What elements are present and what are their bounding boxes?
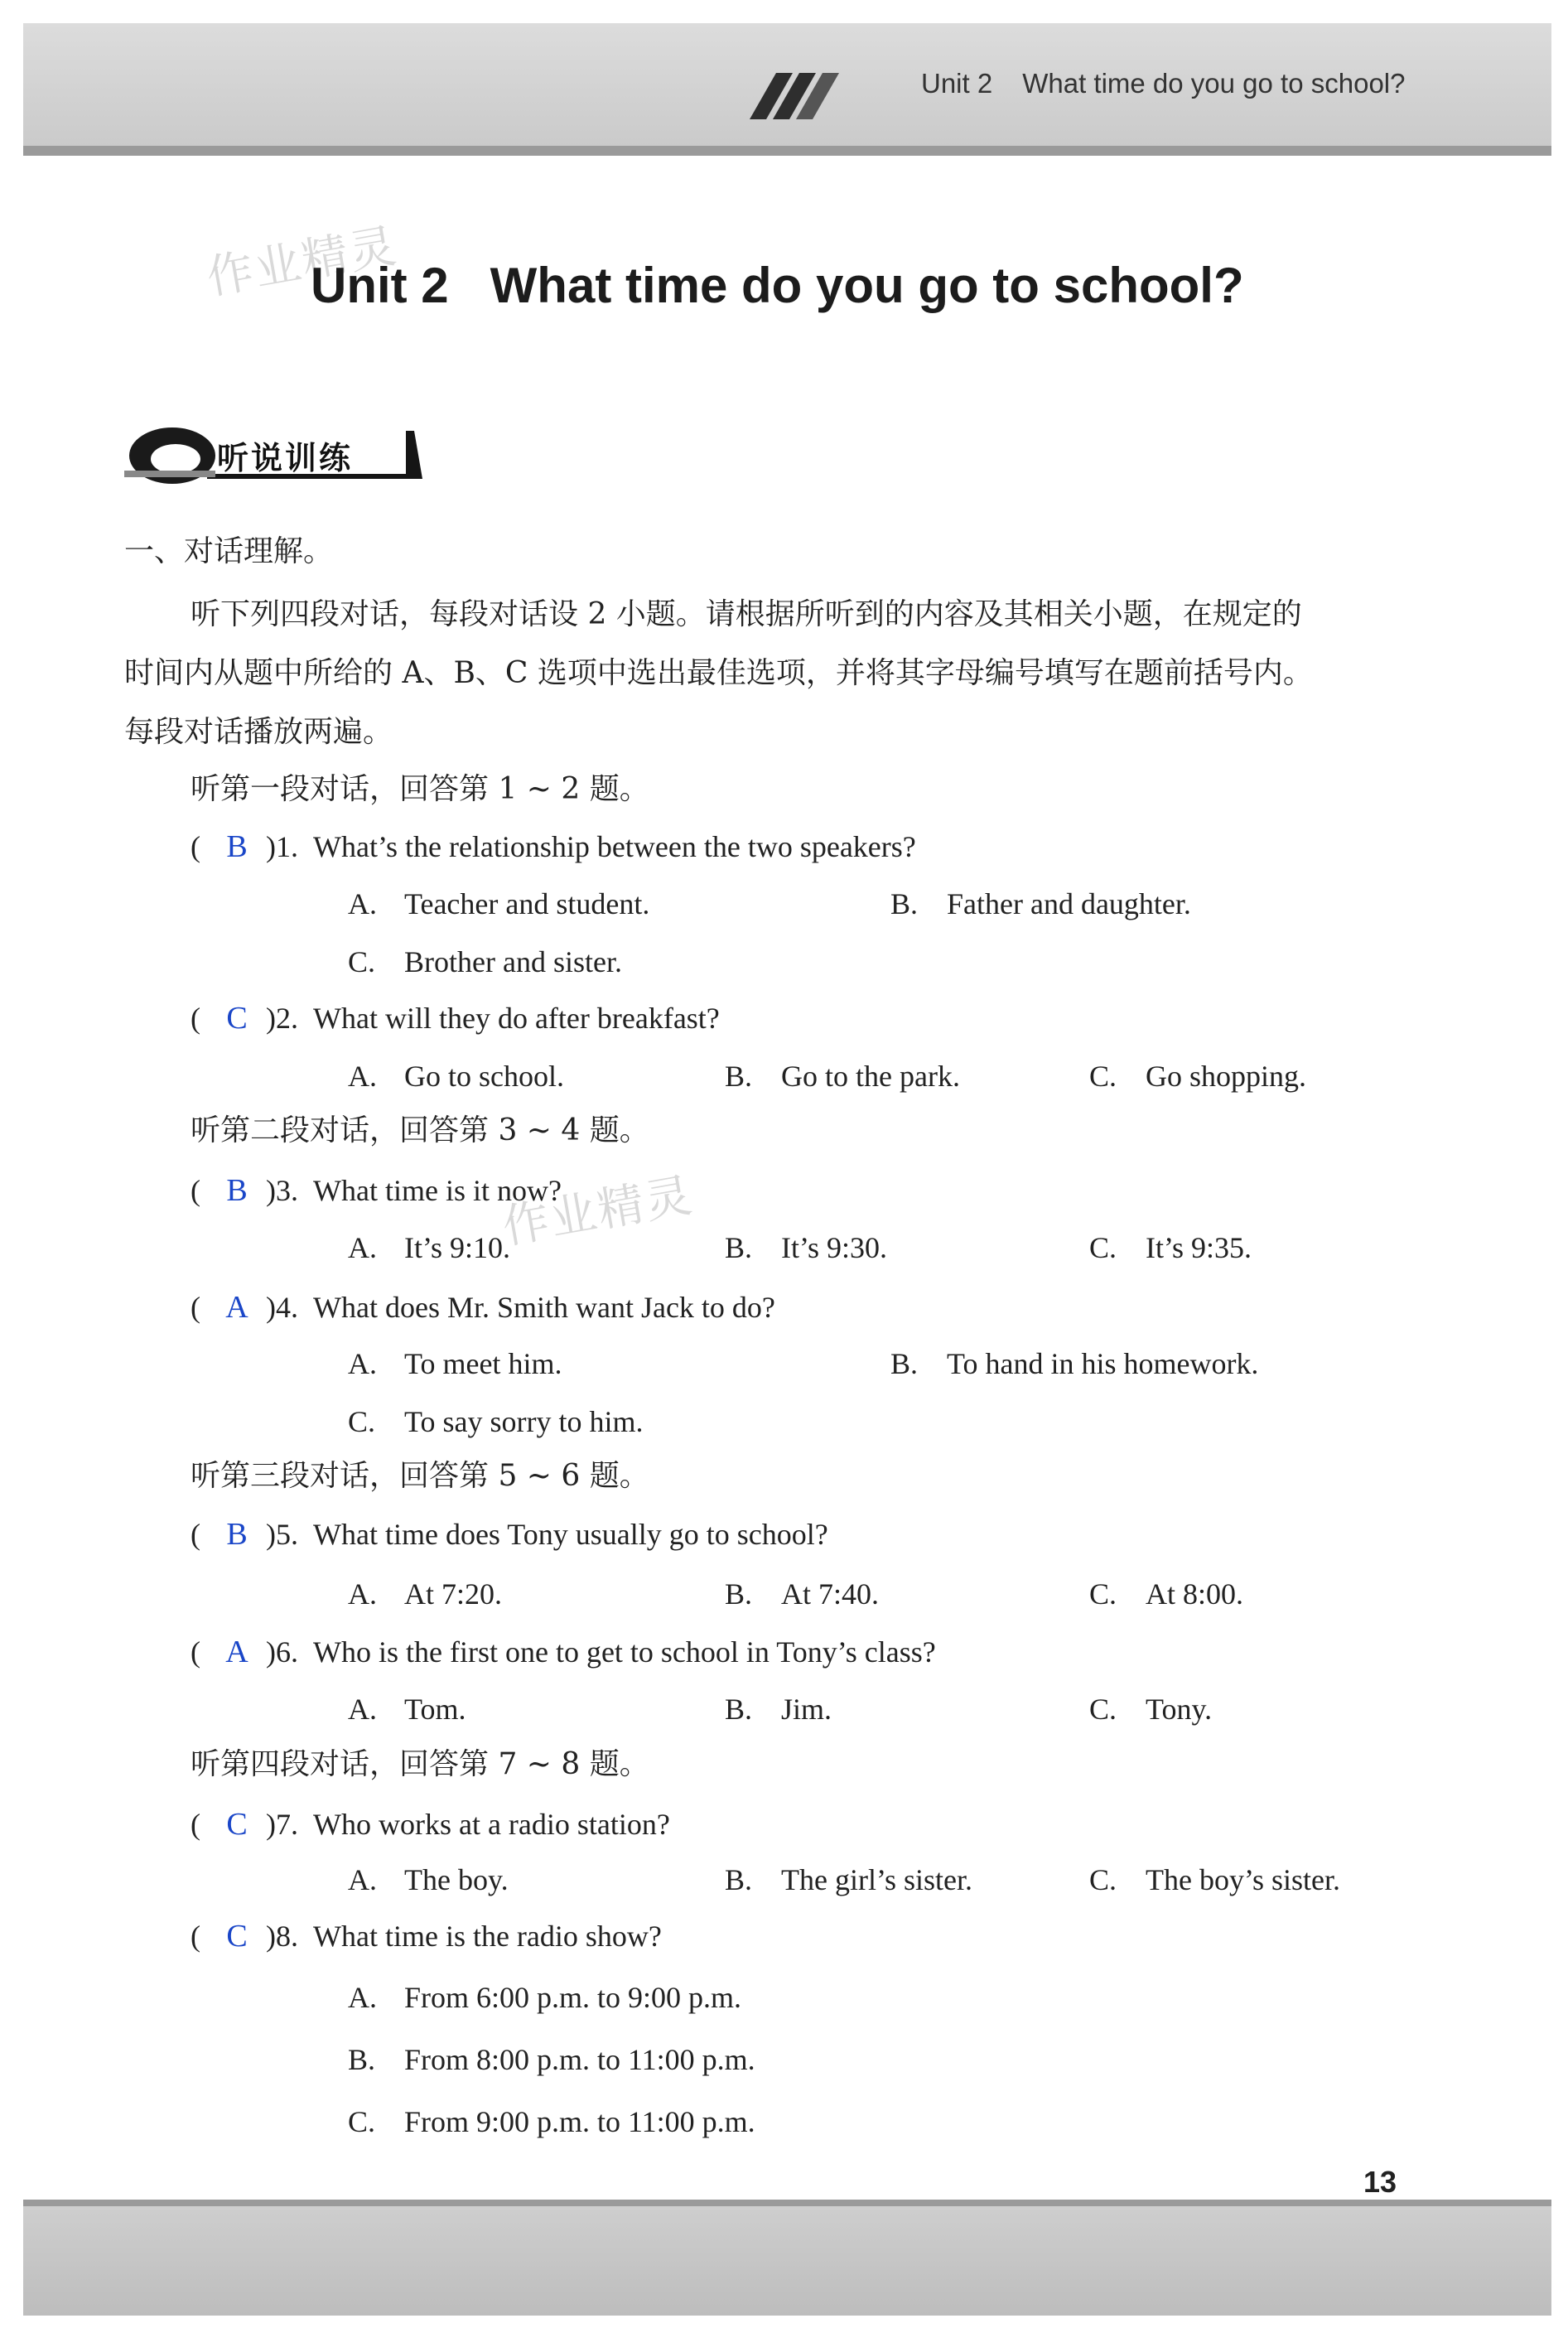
dialogue-intro-4: 听第四段对话，回答第 7 ~ 8 题。 [191, 1747, 649, 1781]
watermark-top: 作业精灵 [202, 219, 402, 306]
running-header [921, 68, 1405, 99]
question-2: ( C )2. What will they do after breakfast? [191, 1001, 720, 1036]
unit-title: Unit 2 What time do you go to school? [311, 258, 1244, 313]
dialogue-intro-2: 听第二段对话，回答第 3 ~ 4 题。 [191, 1113, 649, 1147]
section-badge [124, 414, 422, 485]
header-stripes-decoration [750, 73, 857, 119]
instruction-line-2: 时间内从题中所给的 A、B、C 选项中选出最佳选项，并将其字母编号填写在题前括号内。 [124, 656, 1313, 690]
option-2c: C. Go shopping. [1089, 1060, 1307, 1093]
option-5c: C. At 8:00. [1089, 1577, 1244, 1611]
header-unit: Unit 2 [921, 68, 993, 99]
option-3b: B. It’s 9:30. [725, 1231, 888, 1264]
answer-3: B [226, 1173, 248, 1208]
answer-7: C [226, 1807, 248, 1842]
option-1c: C. Brother and sister. [348, 945, 622, 978]
page-number: 13 [1363, 2165, 1397, 2199]
option-6b: B. Jim. [725, 1693, 832, 1726]
section-badge-label: 听说训练 [217, 440, 354, 476]
option-8a: A. From 6:00 p.m. to 9:00 p.m. [348, 1981, 742, 2014]
answer-4: A [225, 1290, 248, 1325]
question-6: ( A )6. Who is the first one to get to school in Tony’s class? [191, 1635, 936, 1669]
option-6c: C. Tony. [1089, 1693, 1213, 1726]
part-heading: 一、对话理解。 [124, 534, 334, 568]
question-7: ( C )7. Who works at a radio station? [191, 1807, 670, 1842]
option-1a: A. Teacher and student. [348, 887, 650, 920]
instruction-line-3: 每段对话播放两遍。 [124, 715, 393, 749]
question-text: What’s the relationship between the two speakers? [313, 830, 916, 863]
question-number: 1. [276, 830, 298, 863]
answer-5: B [226, 1517, 248, 1552]
option-5b: B. At 7:40. [725, 1577, 880, 1611]
option-2a: A. Go to school. [348, 1060, 564, 1093]
option-5a: A. At 7:20. [348, 1577, 503, 1611]
question-8: ( C )8. What time is the radio show? [191, 1919, 662, 1954]
option-3c: C. It’s 9:35. [1089, 1231, 1252, 1264]
question-3: ( B )3. What time is it now? [191, 1173, 562, 1208]
option-4a: A. To meet him. [348, 1347, 562, 1380]
answer-8: C [226, 1919, 248, 1954]
option-7a: A. The boy. [348, 1863, 509, 1896]
question-1: ( B )1. What’s the relationship between the two speakers? [191, 829, 916, 864]
option-6a: A. Tom. [348, 1693, 466, 1726]
option-4b: B. To hand in his homework. [890, 1347, 1259, 1380]
option-2b: B. Go to the park. [725, 1060, 960, 1093]
option-3a: A. It’s 9:10. [348, 1231, 511, 1264]
answer-6: A [225, 1635, 248, 1669]
header-title: What time do you go to school? [1022, 68, 1406, 99]
question-5: ( B )5. What time does Tony usually go to school? [191, 1517, 828, 1552]
option-7c: C. The boy’s sister. [1089, 1863, 1340, 1896]
instruction-line-1: 听下列四段对话，每段对话设 2 小题。请根据所听到的内容及其相关小题，在规定的 [191, 597, 1302, 631]
option-1b: B. Father and daughter. [890, 887, 1191, 920]
watermark-middle: 作业精灵 [498, 1168, 697, 1255]
dialogue-intro-1: 听第一段对话，回答第 1 ~ 2 题。 [191, 772, 649, 806]
dialogue-intro-3: 听第三段对话，回答第 5 ~ 6 题。 [191, 1459, 649, 1493]
option-8b: B. From 8:00 p.m. to 11:00 p.m. [348, 2043, 755, 2076]
option-4c: C. To say sorry to him. [348, 1405, 644, 1438]
option-8c: C. From 9:00 p.m. to 11:00 p.m. [348, 2105, 755, 2138]
option-7b: B. The girl’s sister. [725, 1863, 972, 1896]
answer-2: C [226, 1001, 248, 1036]
page-footer-band [23, 2200, 1551, 2316]
question-4: ( A )4. What does Mr. Smith want Jack to do? [191, 1290, 775, 1325]
answer-1: B [226, 829, 248, 864]
